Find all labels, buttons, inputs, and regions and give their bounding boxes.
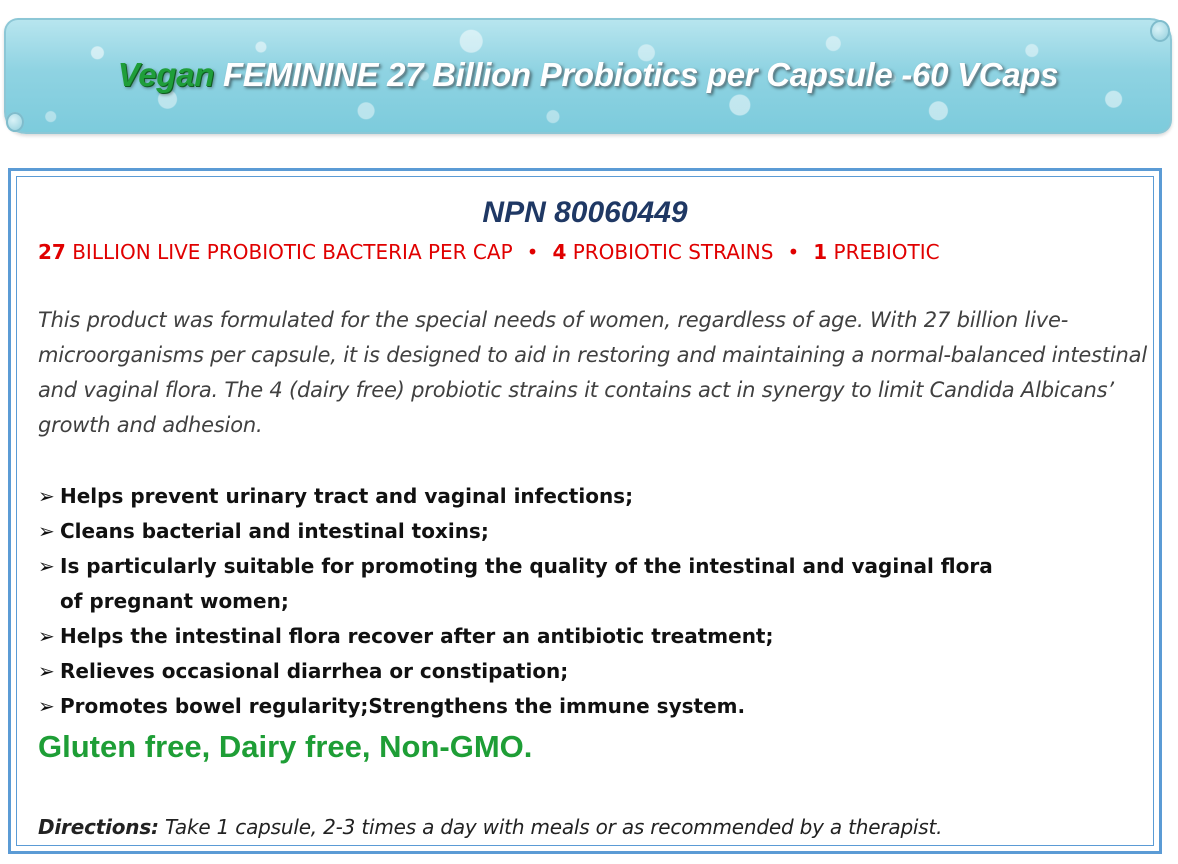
list-item: ➢ Helps the intestinal flora recover after an antibiotic treatment; <box>38 619 1148 654</box>
list-item: ➢ Helps prevent urinary tract and vaginal infections; <box>38 479 1148 514</box>
directions <box>38 815 942 839</box>
list-item: ➢ Promotes bowel regularity;Strengthens the immune system. <box>38 689 1148 724</box>
product-info-panel <box>8 168 1162 854</box>
arrow-bullet-icon: ➢ <box>38 484 55 508</box>
list-item: ➢ Relieves occasional diarrhea or constipation; <box>38 654 1148 689</box>
arrow-bullet-icon: ➢ <box>38 554 55 578</box>
product-info-inner-border <box>16 176 1154 846</box>
scroll-curl-icon <box>6 112 24 132</box>
benefits-list <box>38 479 1148 724</box>
bullet-separator-icon: • <box>526 240 539 264</box>
allergen-statement: Gluten free, Dairy free, Non-GMO. <box>38 729 533 764</box>
feature-item: 1 PREBIOTIC <box>813 240 940 264</box>
arrow-bullet-icon: ➢ <box>38 659 55 683</box>
npn-number: NPN 80060449 <box>482 196 688 229</box>
feature-item: 27 BILLION LIVE PROBIOTIC BACTERIA PER CAP <box>38 240 513 264</box>
arrow-bullet-icon: ➢ <box>38 624 55 648</box>
list-item: ➢ Is particularly suitable for promoting the quality of the intestinal and vaginal flora of pregnant women; <box>38 549 1148 619</box>
scroll-curl-icon <box>1150 20 1170 42</box>
feature-item: 4 PROBIOTIC STRAINS <box>552 240 774 264</box>
arrow-bullet-icon: ➢ <box>38 519 55 543</box>
directions-label: Directions: <box>38 815 159 839</box>
feature-summary <box>38 240 940 264</box>
title-rest: FEMININE 27 Billion Probiotics per Capsule -60 VCaps <box>214 56 1059 93</box>
directions-text: Take 1 capsule, 2-3 times a day with meals or as recommended by a therapist. <box>158 815 943 839</box>
bullet-separator-icon: • <box>787 240 800 264</box>
title-accent: Vegan <box>117 56 215 93</box>
product-description: This product was formulated for the special needs of women, regardless of age. With 27 billion live-microorganisms per capsule, it is designed to aid in restoring and maintaining a normal-balanced intestinal and vaginal flora. The 4 (dairy free) probiotic strains it contains act in synergy to limit Candida Albicans’ growth and adhesion. <box>38 308 1147 437</box>
product-title <box>4 56 1172 94</box>
list-item: ➢ Cleans bacterial and intestinal toxins; <box>38 514 1148 549</box>
title-banner <box>4 18 1172 134</box>
arrow-bullet-icon: ➢ <box>38 694 55 718</box>
